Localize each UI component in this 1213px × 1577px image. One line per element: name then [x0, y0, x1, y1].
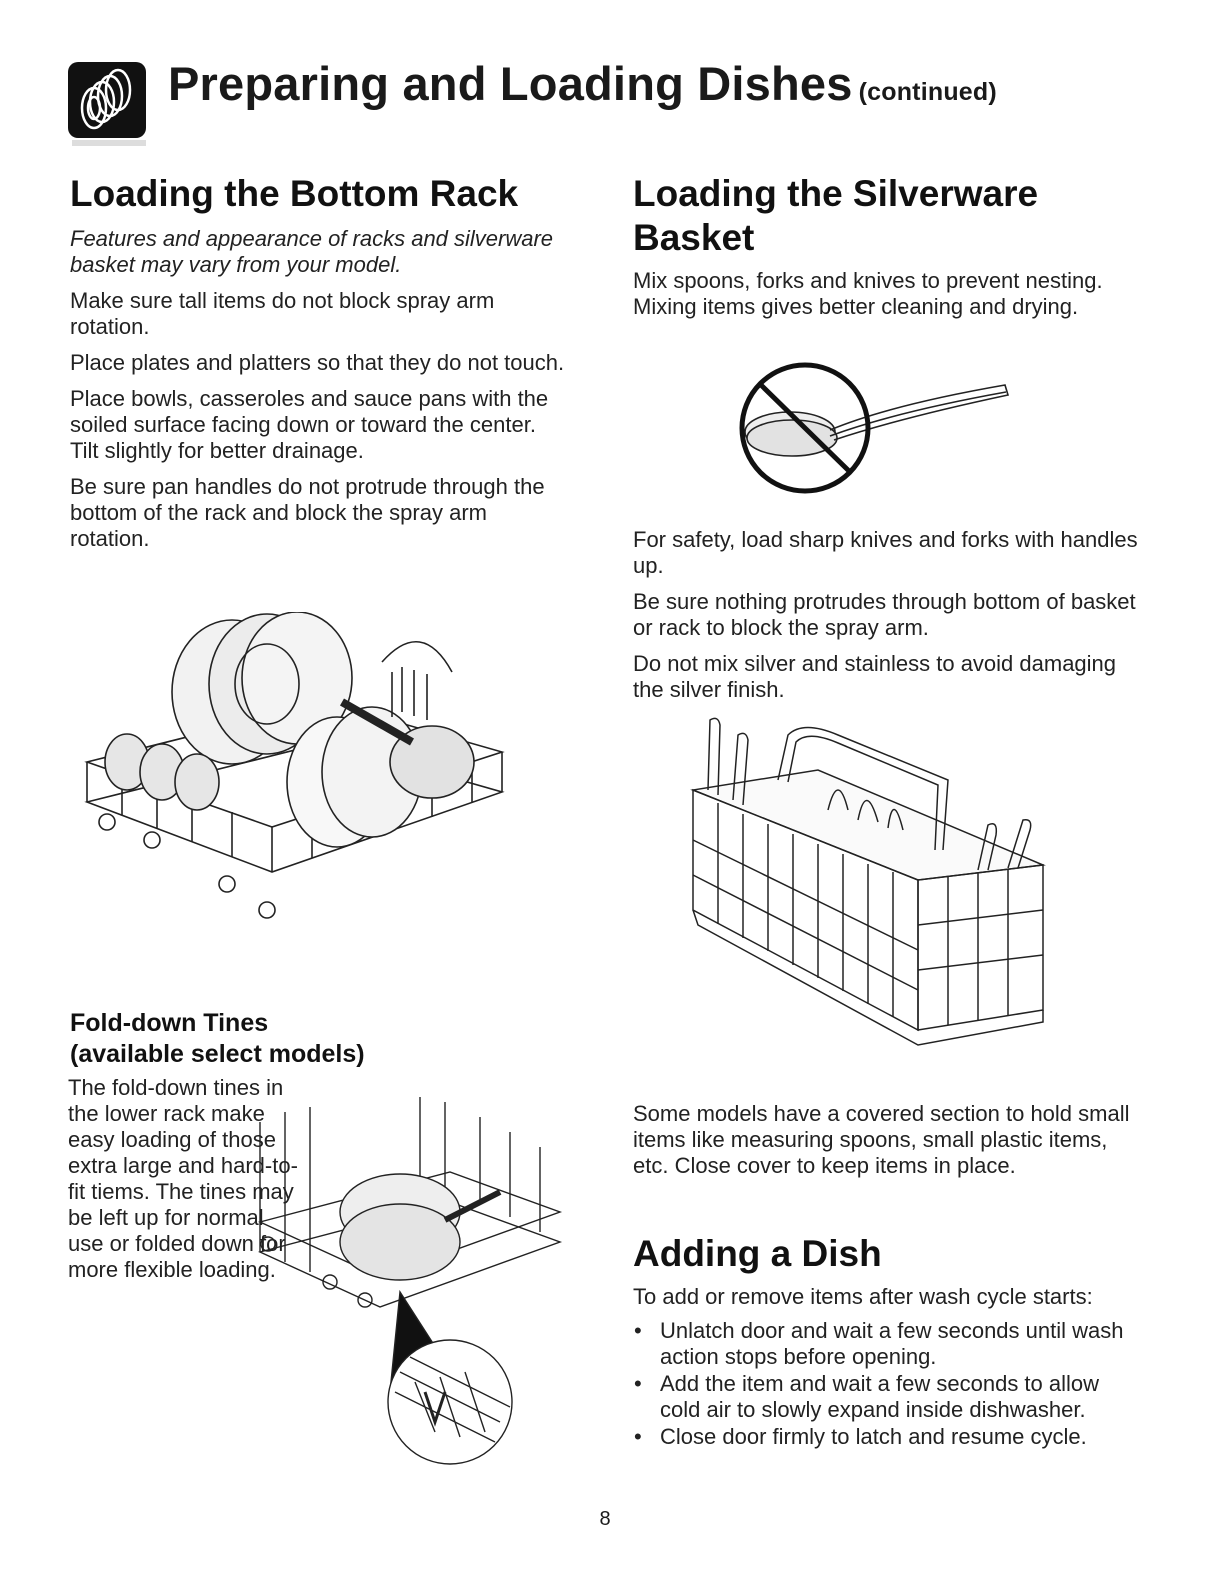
- bottom-rack-heading: Loading the Bottom Rack: [70, 173, 519, 214]
- stacked-dishes-icon: [68, 62, 154, 148]
- bottom-rack-section: [70, 172, 570, 552]
- bottom-rack-paragraph: Make sure tall items do not block spray arm rotation.: [70, 288, 495, 339]
- bullet-marker: •: [634, 1371, 642, 1396]
- fold-down-tines-text: The fold-down tines in the lower rack make easy loading of those extra large and hard-to-fit tiems. The tines may be left up for normal use or folded down for more flexible loading.: [68, 1075, 298, 1282]
- list-item-text: Unlatch door and wait a few seconds until wash action stops before opening.: [660, 1318, 1124, 1369]
- page-number: 8: [599, 1508, 611, 1530]
- adding-dish-intro: To add or remove items after wash cycle starts:: [633, 1284, 1093, 1309]
- silverware-safety-block: [633, 527, 1143, 703]
- silverware-paragraph: Do not mix silver and stainless to avoid damaging the silver finish.: [633, 651, 1117, 702]
- fold-down-tines-title: Fold-down Tines: [70, 1009, 269, 1037]
- fold-down-tines-heading: [70, 1008, 470, 1070]
- bottom-rack-paragraph: Place bowls, casseroles and sauce pans with the soiled surface facing down or toward the center. Tilt slightly for better drainage.: [70, 386, 549, 463]
- bottom-rack-paragraph: Be sure pan handles do not protrude through the bottom of the rack and block the spray arm rotation.: [70, 474, 545, 551]
- silverware-heading: Loading the Silverware Basket: [633, 173, 1039, 258]
- page-title-suffix: (continued): [858, 78, 997, 106]
- adding-dish-section: [633, 1232, 1143, 1451]
- covered-section-note: Some models have a covered section to hold small items like measuring spoons, small plastic items, etc. Close cover to keep items in place.: [633, 1101, 1130, 1178]
- fold-down-tines-illustration: [240, 1092, 580, 1467]
- list-item-text: Close door firmly to latch and resume cycle.: [660, 1424, 1087, 1449]
- model-variation-note: Features and appearance of racks and silverware basket may vary from your model.: [70, 226, 554, 277]
- silverware-paragraph: Be sure nothing protrudes through bottom of basket or rack to block the spray arm.: [633, 589, 1136, 640]
- list-item-text: Add the item and wait a few seconds to allow cold air to slowly expand inside dishwasher.: [660, 1371, 1100, 1422]
- fold-down-tines-subtitle: (available select models): [70, 1040, 365, 1068]
- list-item: [633, 1371, 1143, 1423]
- list-item: [633, 1424, 1143, 1450]
- bottom-rack-paragraph: Place plates and platters so that they do not touch.: [70, 350, 565, 375]
- nesting-spoons-prohibited-illustration: [730, 360, 1020, 500]
- silverware-section: [633, 172, 1143, 320]
- adding-dish-heading: Adding a Dish: [633, 1233, 882, 1274]
- page-title: [168, 56, 997, 111]
- list-item: [633, 1318, 1143, 1370]
- silverware-paragraph: For safety, load sharp knives and forks with handles up.: [633, 527, 1138, 578]
- bottom-rack-illustration: [82, 612, 512, 962]
- adding-dish-list: [633, 1318, 1143, 1450]
- page-title-text: Preparing and Loading Dishes: [168, 57, 853, 110]
- silverware-basket-illustration: [688, 710, 1048, 1060]
- covered-section-block: [633, 1101, 1143, 1179]
- bullet-marker: •: [634, 1318, 642, 1343]
- bullet-marker: •: [634, 1424, 642, 1449]
- silverware-intro: Mix spoons, forks and knives to prevent nesting. Mixing items gives better cleaning and drying.: [633, 268, 1103, 319]
